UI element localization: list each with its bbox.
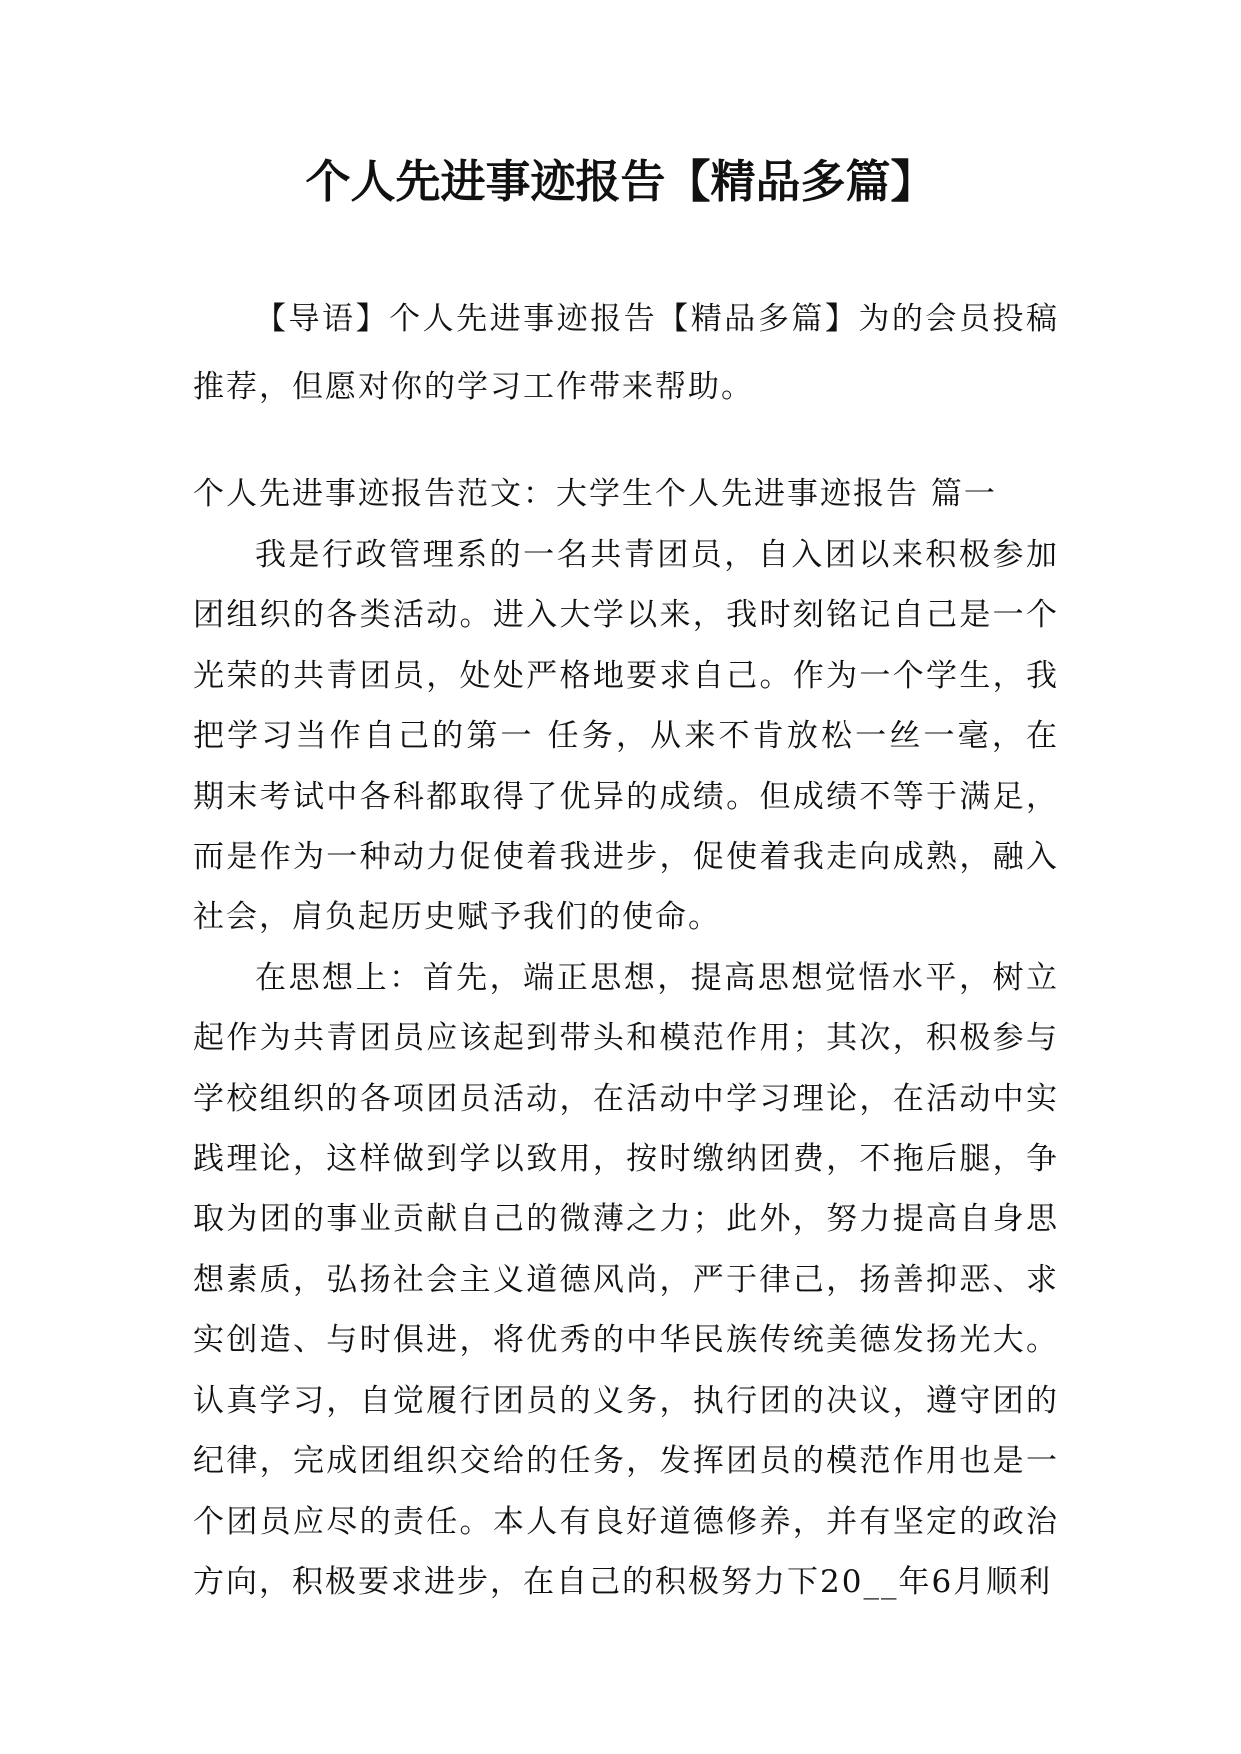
document-title: 个人先进事迹报告【精品多篇】 [305,155,936,208]
intro-paragraph: 【导语】个人先进事迹报告【精品多篇】为的会员投稿推荐，但愿对你的学习工作带来帮助。 [193,301,1059,405]
body-paragraph-2: 在思想上：首先，端正思想，提高思想觉悟水平，树立起作为共青团员应该起到带头和模范作用；其次，积极参与学校组织的各项团员活动，在活动中学习理论，在活动中实践理论，这样做到学以致用，按时缴纳团费，不拖后腿，争取为团的事业贡献自己的微薄之力；此外，努力提高自身思想素质，弘扬社会主义道德风尚，严于律己，扬善抑恶、求实创造、与时俱进，将优秀的中华民族传统美德发扬光大。认真学习，自觉履行团员的义务，执行团的决议，遵守团的纪律，完成团组织交给的任务，发挥团员的模范作用也是一个团员应尽的责任。本人有良好道德修养，并有坚定的政治方向，积极要求进步，在自己的积极努力下20__年6月顺利 [193,959,1059,1600]
body-content [193,525,1059,1612]
section-heading: 个人先进事迹报告范文：大学生个人先进事迹报告 篇一 [193,476,997,512]
body-paragraph-1: 我是行政管理系的一名共青团员，自入团以来积极参加团组织的各类活动。进入大学以来，我时刻铭记自己是一个光荣的共青团员，处处严格地要求自己。作为一个学生，我把学习当作自己的第一 任务，从来不肯放松一丝一毫，在期末考试中各科都取得了优异的成绩。但成绩不等于满足，而是作为一种动力促使着我进步，促使着我走向成熟，融入社会，肩负起历史赋予我们的使命。 [193,537,1059,936]
intro-block [193,285,1059,421]
